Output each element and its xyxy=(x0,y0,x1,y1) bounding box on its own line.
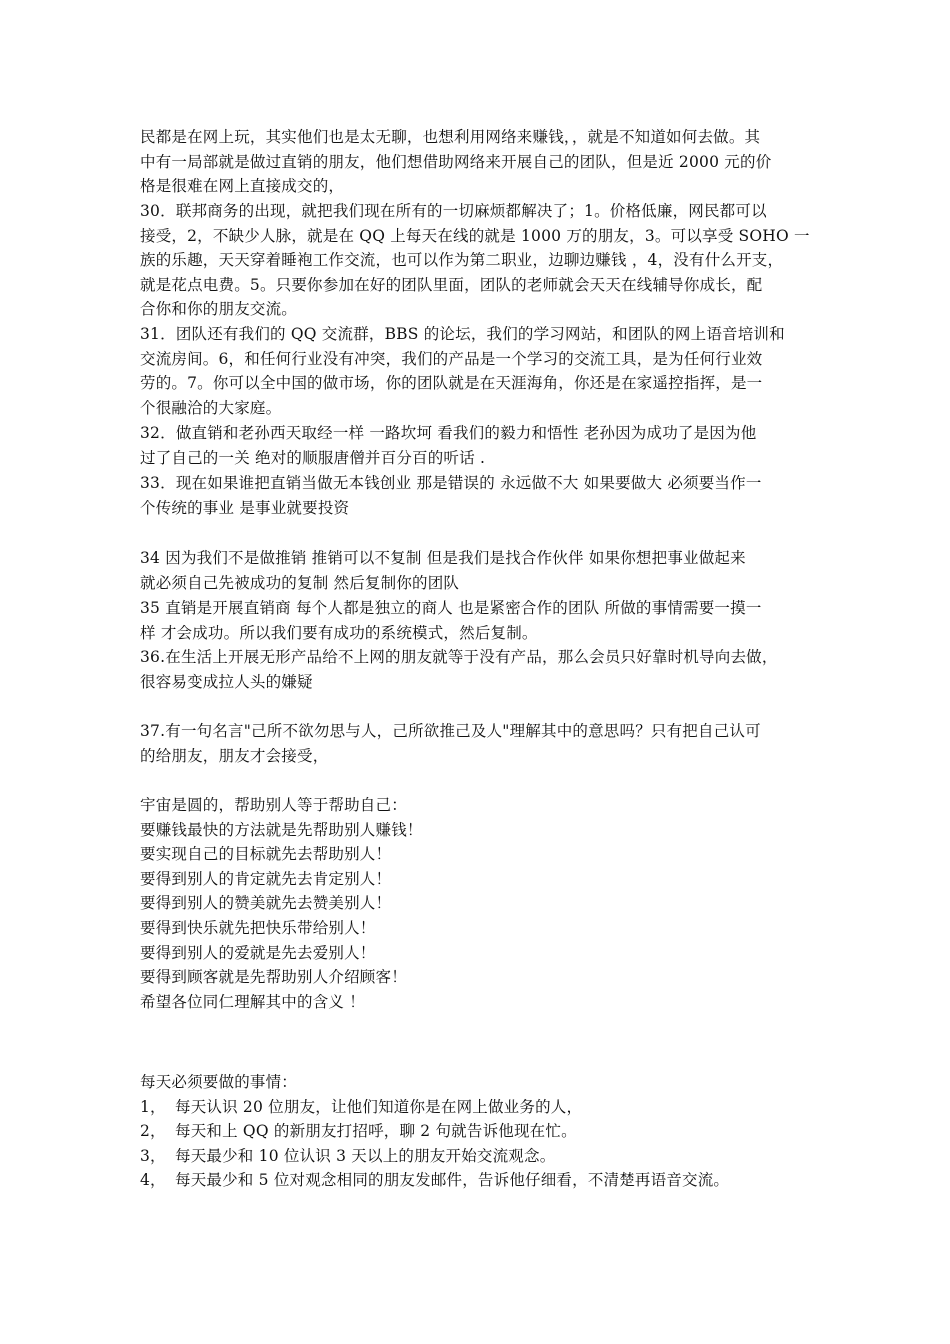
text-line: 31．团队还有我们的 QQ 交流群，BBS 的论坛，我们的学习网站，和团队的网上语音培训和 xyxy=(140,325,785,343)
list-item-text: 每天最少和 5 位对观念相同的朋友发邮件，告诉他仔细看，不清楚再语音交流。 xyxy=(175,1171,730,1190)
text-line: 36.在生活上开展无形产品给不上网的朋友就等于没有产品，那么会员只好靠时机导向去做， xyxy=(140,648,778,666)
list-item-text: 每天认识 20 位朋友，让他们知道你是在网上做业务的人， xyxy=(175,1097,583,1116)
text-line: 合你和你的朋友交流。 xyxy=(140,300,298,319)
list-item xyxy=(140,1144,820,1169)
text-line: 个很融洽的大家庭。 xyxy=(140,398,282,417)
text-line: 34 因为我们不是做推销 推销可以不复制 但是我们是找合作伙伴 如果你想把事业做起来 xyxy=(140,549,746,567)
text-line: 32．做直销和老孙西天取经一样 一路坎坷 看我们的毅力和悟性 老孙因为成功了是因为他 xyxy=(140,424,757,442)
text-line: 民都是在网上玩，其实他们也是太无聊，也想利用网络来赚钱，，就是不知道如何去做。其 xyxy=(140,128,761,146)
text-line: 接受，2，不缺少人脉，就是在 QQ 上每天在线的就是 1000 万的朋友，3。可以享受 SOHO 一 xyxy=(140,226,810,245)
text-line: 个传统的事业 是事业就要投资 xyxy=(140,498,350,517)
motto-heading: 宇宙是圆的，帮助别人等于帮助自己： xyxy=(140,796,407,814)
motto-line: 要得到快乐就先把快乐带给别人！ xyxy=(140,918,376,937)
text-line: 的给朋友，朋友才会接受， xyxy=(140,746,329,765)
text-line: 格是很难在网上直接成交的， xyxy=(140,177,345,196)
text-line: 33．现在如果谁把直销当做无本钱创业 那是错误的 永远做不大 如果要做大 必须要当作一 xyxy=(140,474,762,492)
motto-line: 要得到顾客就是先帮助别人介绍顾客！ xyxy=(140,968,407,987)
motto-line: 要得到别人的肯定就先去肯定别人！ xyxy=(140,869,392,888)
text-line: 30．联邦商务的出现，就把我们现在所有的一切麻烦都解决了；1。价格低廉，网民都可以 xyxy=(140,202,767,220)
paragraph-37 xyxy=(140,719,820,768)
daily-tasks-title: 每天必须要做的事情： xyxy=(140,1073,298,1091)
text-line: 很容易变成拉人头的嫌疑 xyxy=(140,672,313,691)
motto-line: 要实现自己的目标就先去帮助别人！ xyxy=(140,845,392,864)
motto-line: 希望各位同仁理解其中的含义 ！ xyxy=(140,992,365,1011)
text-line: 劳的。7。你可以全中国的做市场，你的团队就是在天涯海角，你还是在家遥控指挥，是一 xyxy=(140,374,763,393)
paragraph-30 xyxy=(140,199,820,322)
text-line: 交流房间。6，和任何行业没有冲突，我们的产品是一个学习的交流工具，是为任何行业效 xyxy=(140,349,763,368)
daily-tasks-section xyxy=(140,1070,820,1193)
text-line: 中有一局部就是做过直销的朋友，他们想借助网络来开展自己的团队，但是近 2000 元的价 xyxy=(140,152,772,171)
paragraph-36 xyxy=(140,645,820,694)
text-line: 35 直销是开展直销商 每个人都是独立的商人 也是紧密合作的团队 所做的事情需要一摸一 xyxy=(140,599,762,617)
paragraph-29-continued xyxy=(140,125,820,199)
paragraph-35 xyxy=(140,596,820,645)
list-item-number: 1， xyxy=(140,1097,166,1116)
list-item xyxy=(140,1119,820,1144)
motto-line: 要赚钱最快的方法就是先帮助别人赚钱！ xyxy=(140,820,423,839)
list-item xyxy=(140,1168,820,1193)
text-line: 族的乐趣，天天穿着睡袍工作交流，也可以作为第二职业，边聊边赚钱 ，4，没有什么开支， xyxy=(140,251,784,270)
motto-section xyxy=(140,793,820,1014)
list-item-number: 4， xyxy=(140,1171,166,1190)
motto-line: 要得到别人的爱就是先去爱别人！ xyxy=(140,943,376,962)
list-item-text: 每天和上 QQ 的新朋友打招呼，聊 2 句就告诉他现在忙。 xyxy=(175,1122,577,1141)
paragraph-32 xyxy=(140,421,820,470)
text-line: 过了自己的一关 绝对的顺服唐僧并百分百的听话 . xyxy=(140,448,486,467)
paragraph-31 xyxy=(140,322,820,420)
list-item-number: 3， xyxy=(140,1146,166,1165)
list-item-text: 每天最少和 10 位认识 3 天以上的朋友开始交流观念。 xyxy=(175,1146,556,1165)
paragraph-34 xyxy=(140,546,820,595)
text-line: 样 才会成功。所以我们要有成功的系统模式，然后复制。 xyxy=(140,623,538,642)
text-line: 37.有一句名言"己所不欲勿思与人，己所欲推己及人"理解其中的意思吗？只有把自己认可 xyxy=(140,722,761,740)
paragraph-33 xyxy=(140,471,820,520)
list-item xyxy=(140,1095,820,1120)
list-item-number: 2， xyxy=(140,1122,166,1141)
motto-line: 要得到别人的赞美就先去赞美别人！ xyxy=(140,894,392,913)
text-line: 就必须自己先被成功的复制 然后复制你的团队 xyxy=(140,573,460,592)
text-line: 就是花点电费。5。只要你参加在好的团队里面，团队的老师就会天天在线辅导你成长，配 xyxy=(140,275,763,294)
